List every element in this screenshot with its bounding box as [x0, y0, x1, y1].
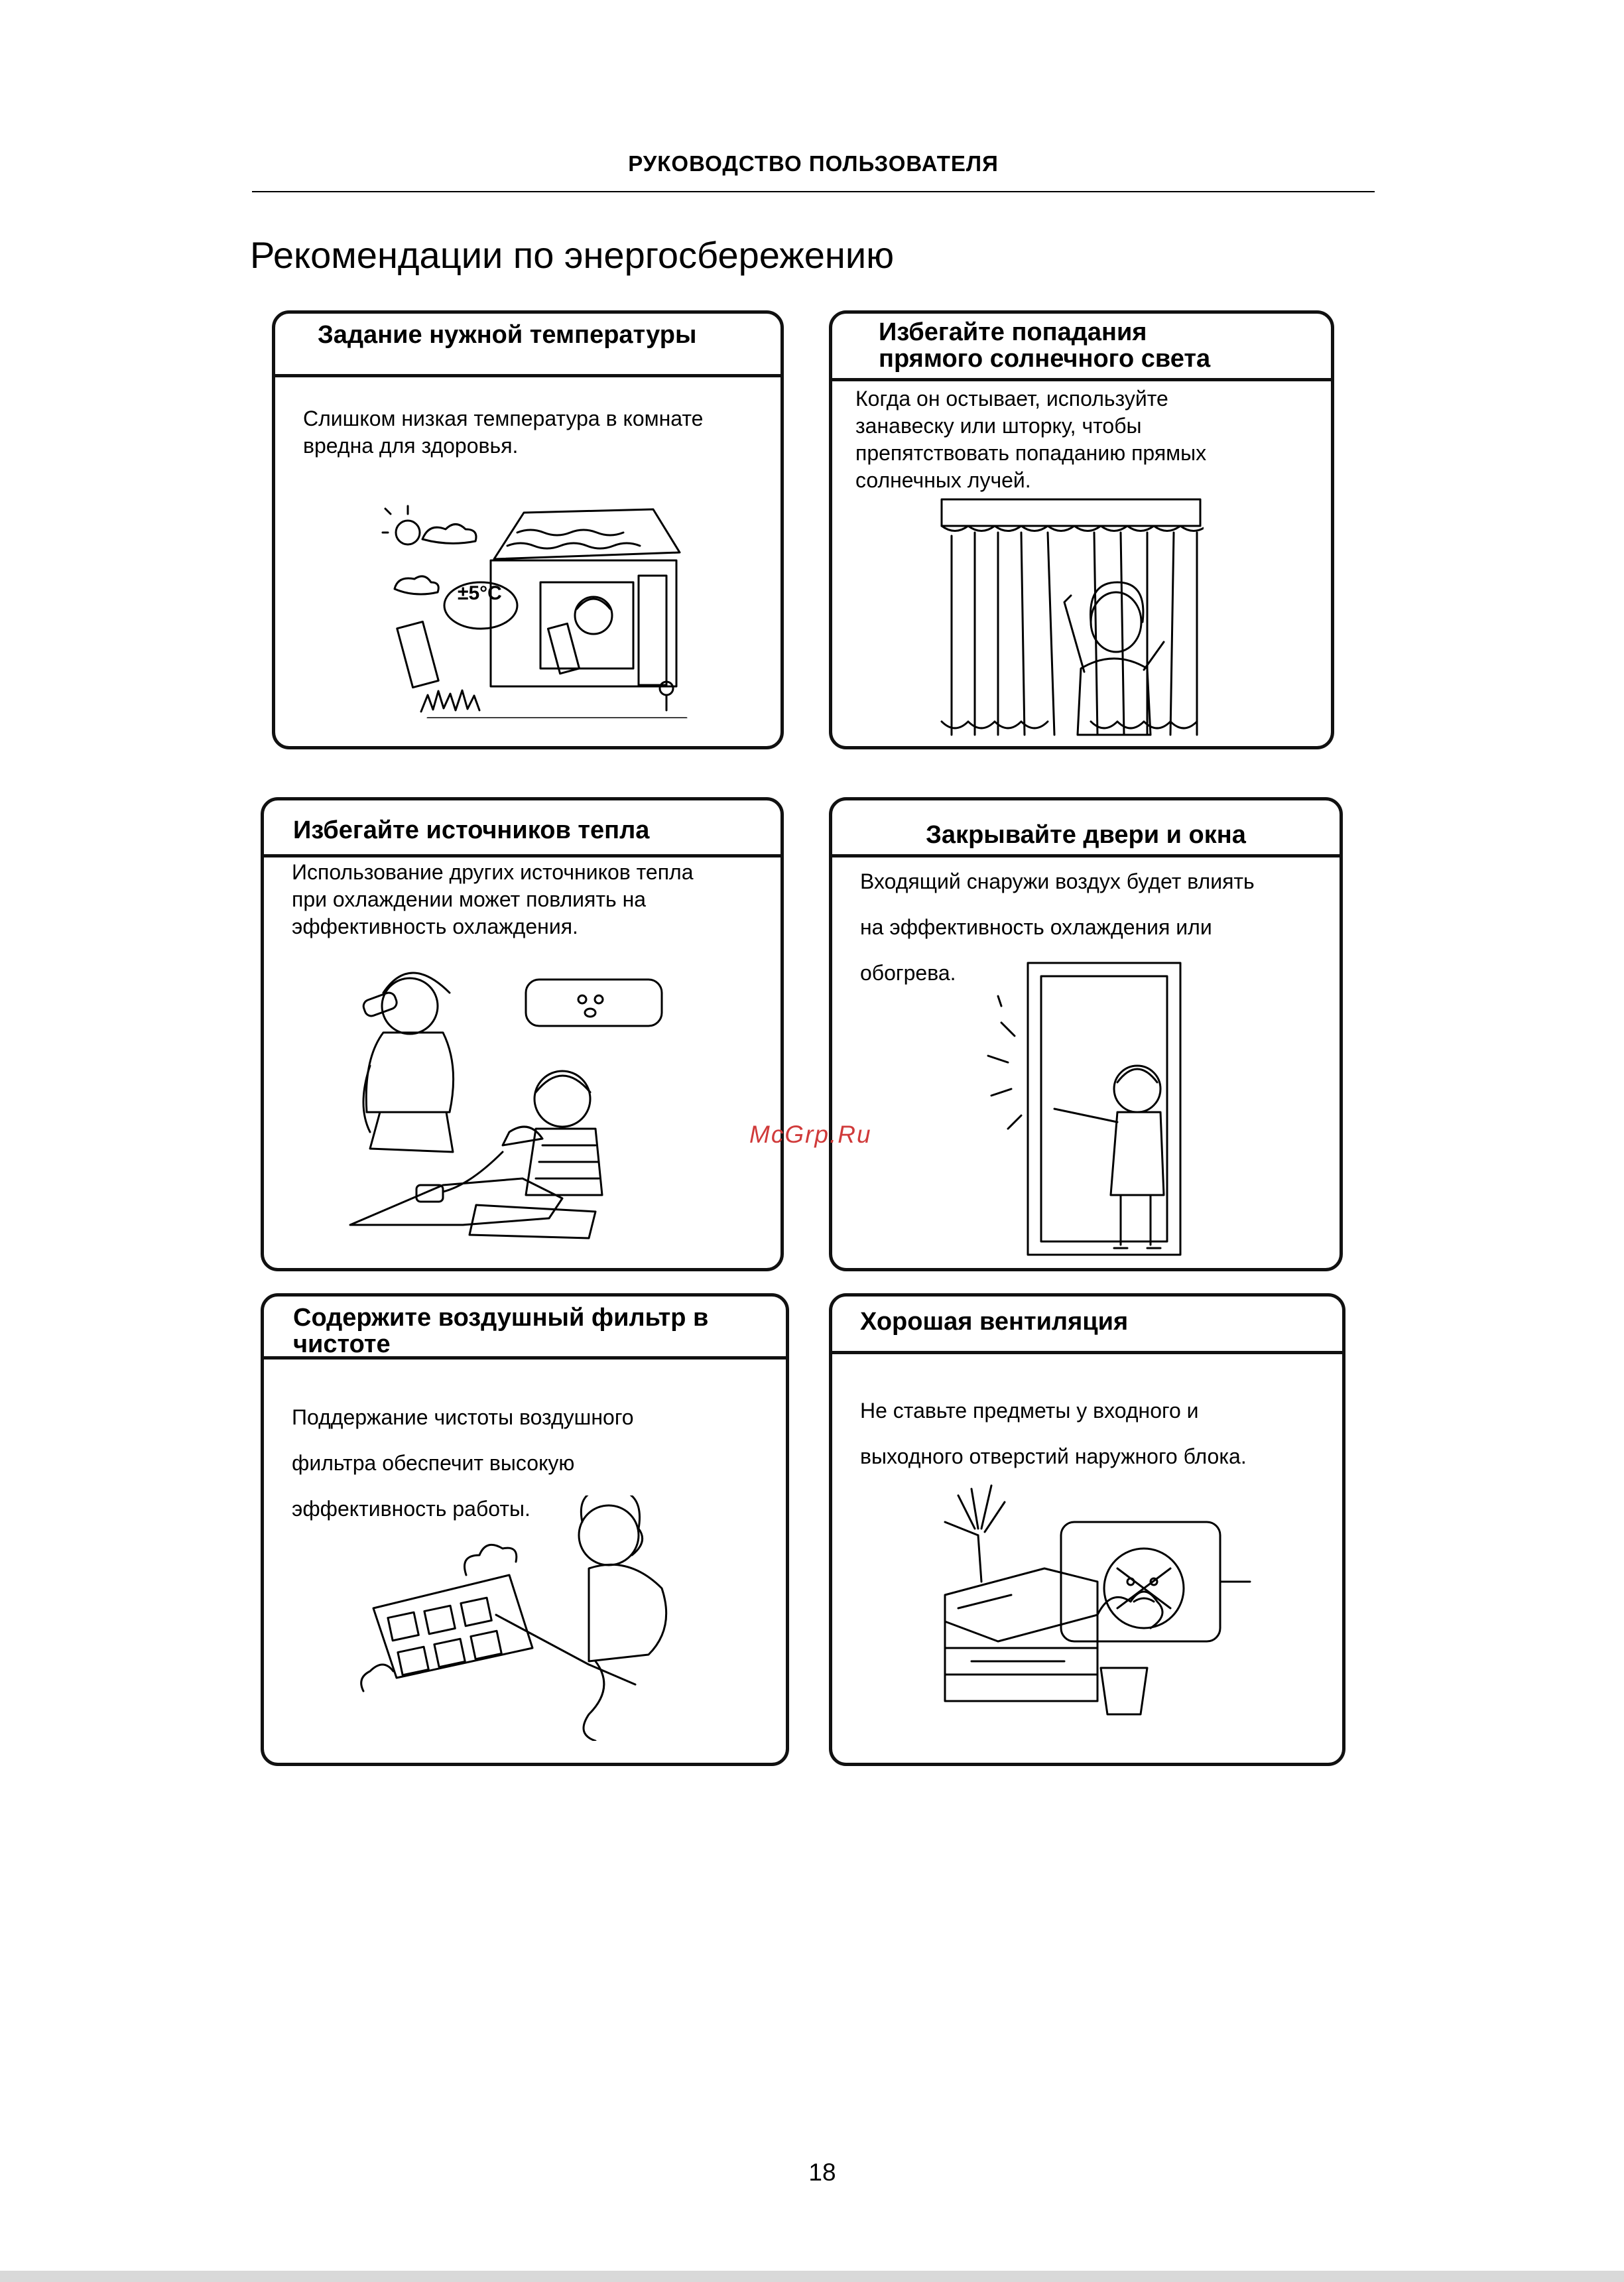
document-header: РУКОВОДСТВО ПОЛЬЗОВАТЕЛЯ — [628, 151, 999, 176]
curtain-window-picture — [938, 496, 1204, 745]
card-title-line: Задание нужной температуры — [318, 321, 697, 349]
card-title-line: прямого солнечного света — [879, 345, 1211, 373]
card-text: Поддержание чистоты воздушного фильтра обеспечит высокую эффективность работы. — [292, 1405, 634, 1521]
card-title — [264, 1297, 786, 1360]
outdoor-unit-picture — [932, 1482, 1263, 1734]
card-text: Использование других источников тепла при охлаждении может повлиять на эффективность охлаждения. — [292, 860, 694, 938]
header-divider — [252, 191, 1375, 192]
card-text: Входящий снаружи воздух будет влиять на эффективность охлаждения или обогрева. — [860, 869, 1255, 985]
house-thermometer-picture — [381, 499, 693, 718]
card-title-line: Закрывайте двери и окна — [926, 821, 1246, 849]
card-text: Слишком низкая температура в комнате вредна для здоровья. — [303, 407, 704, 458]
card-title-line: Избегайте источников тепла — [293, 816, 650, 844]
door-boy-picture — [962, 956, 1233, 1261]
watermark: McGrp.Ru — [749, 1121, 872, 1148]
card-title-line: Содержите воздушный фильтр в — [293, 1304, 709, 1332]
card-title-line: Избегайте попадания — [879, 318, 1147, 346]
card-doors-windows — [829, 797, 1343, 1271]
card-ventilation — [829, 1293, 1345, 1766]
card-text: Не ставьте предметы у входного и выходного отверстий наружного блока. — [860, 1399, 1247, 1468]
card-title — [264, 800, 781, 857]
section-title: Рекомендации по энергосбережению — [250, 234, 895, 276]
heat-sources-picture — [344, 966, 702, 1245]
filter-cleaning-picture — [350, 1495, 721, 1741]
card-air-filter — [261, 1293, 789, 1766]
card-text: Когда он остывает, используйте занавеску или шторку, чтобы препятствовать попаданию прямых солнечных лучей. — [855, 387, 1207, 492]
card-heat-sources — [261, 797, 784, 1271]
card-title — [832, 314, 1331, 381]
card-title-line: чистоте — [293, 1330, 391, 1358]
card-temperature — [272, 310, 784, 749]
card-title-line: Хорошая вентиляция — [860, 1308, 1129, 1336]
card-title — [832, 1297, 1342, 1354]
page-number: 18 — [808, 2159, 836, 2186]
card-sunlight — [829, 310, 1334, 749]
page-bottom-edge — [0, 2271, 1624, 2282]
temperature-label: ±5°C — [458, 582, 502, 604]
card-title — [832, 800, 1340, 857]
card-title — [275, 314, 781, 377]
